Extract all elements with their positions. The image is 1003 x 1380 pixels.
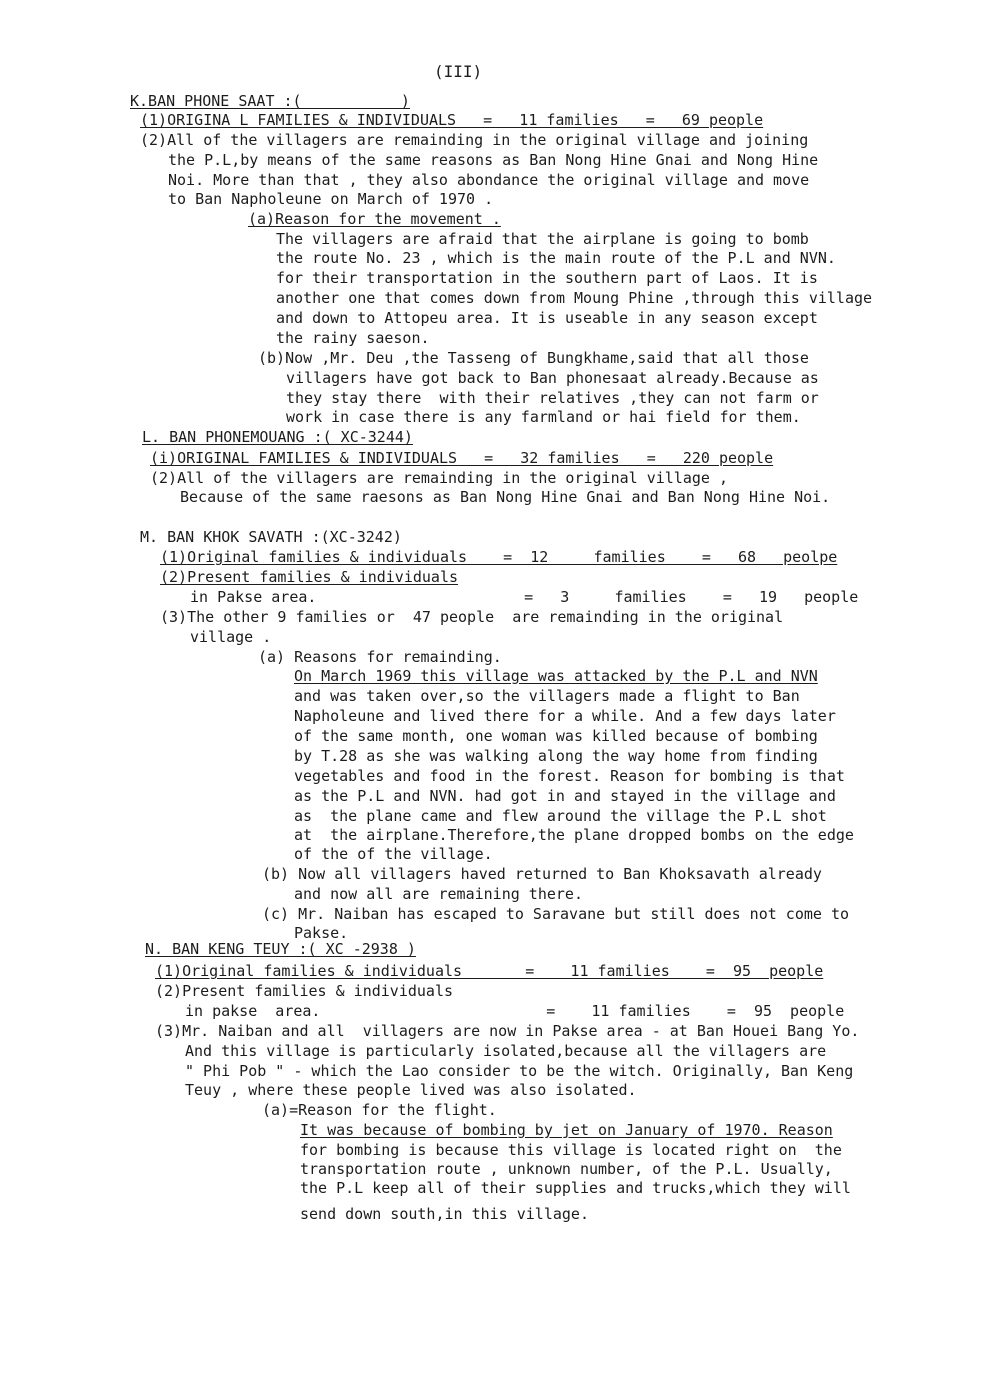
text-line: (i)ORIGINAL FAMILIES & INDIVIDUALS = 32 families = 220 people: [150, 449, 774, 467]
text-line: And this village is particularly isolated,because all the villagers are: [185, 1042, 827, 1060]
text-line: the P.L,by means of the same reasons as Ban Nong Hine Gnai and Nong Hine: [168, 151, 819, 169]
text-line: K.BAN PHONE SAAT :( ): [130, 92, 410, 110]
text-line: and was taken over,so the villagers made a flight to Ban: [294, 687, 800, 705]
text-line: N. BAN KENG TEUY :( XC -2938 ): [145, 940, 416, 958]
text-line: at the airplane.Therefore,the plane dropped bombs on the edge: [294, 826, 854, 844]
text-line: of the same month, one woman was killed because of bombing: [294, 727, 818, 745]
text-line: On March 1969 this village was attacked by the P.L and NVN: [294, 667, 818, 685]
text-line: It was because of bombing by jet on January of 1970. Reason: [300, 1121, 833, 1139]
text-line: Because of the same raesons as Ban Nong Hine Gnai and Ban Nong Hine Noi.: [180, 488, 831, 506]
text-line: (a)=Reason for the flight.: [262, 1101, 497, 1119]
text-line: send down south,in this village.: [300, 1205, 589, 1223]
text-line: of the of the village.: [294, 845, 493, 863]
text-line: the route No. 23 , which is the main route of the P.L and NVN.: [276, 249, 836, 267]
text-line: to Ban Napholeune on March of 1970 .: [168, 190, 494, 208]
text-line: M. BAN KHOK SAVATH :(XC-3242): [140, 528, 402, 546]
text-line: they stay there with their relatives ,they can not farm or: [286, 389, 819, 407]
text-line: the P.L keep all of their supplies and trucks,which they will: [300, 1179, 851, 1197]
text-line: and now all are remaining there.: [294, 885, 583, 903]
text-line: in pakse area. = 11 families = 95 people: [185, 1002, 845, 1020]
text-line: as the P.L and NVN. had got in and stayed in the village and: [294, 787, 836, 805]
text-line: for their transportation in the southern part of Laos. It is: [276, 269, 818, 287]
text-line: The villagers are afraid that the airplane is going to bomb: [276, 230, 809, 248]
text-line: Noi. More than that , they also abondance the original village and move: [168, 171, 810, 189]
text-line: village .: [190, 628, 272, 646]
text-line: Teuy , where these people lived was also isolated.: [185, 1081, 637, 1099]
text-line: vegetables and food in the forest. Reason for bombing is that: [294, 767, 845, 785]
text-line: work in case there is any farmland or hai field for them.: [286, 408, 801, 426]
text-line: transportation route , unknown number, of the P.L. Usually,: [300, 1160, 833, 1178]
text-line: (2)All of the villagers are remainding in the original village and joining: [140, 131, 809, 149]
text-line: as the plane came and flew around the village the P.L shot: [294, 807, 827, 825]
text-line: in Pakse area. = 3 families = 19 people: [190, 588, 859, 606]
text-line: (a) Reasons for remainding.: [258, 648, 502, 666]
text-line: by T.28 as she was walking along the way home from finding: [294, 747, 818, 765]
text-line: and down to Attopeu area. It is useable in any season except: [276, 309, 818, 327]
text-line: (1)ORIGINA L FAMILIES & INDIVIDUALS = 11 families = 69 people: [140, 111, 764, 129]
text-line: (3)Mr. Naiban and all villagers are now in Pakse area - at Ban Houei Bang Yo.: [155, 1022, 860, 1040]
text-line: (2)Present families & individuals: [155, 982, 454, 1000]
page-number: (III): [434, 62, 483, 81]
text-line: villagers have got back to Ban phonesaat already.Because as: [286, 369, 819, 387]
text-line: (b)Now ,Mr. Deu ,the Tasseng of Bungkhame,said that all those: [258, 349, 809, 367]
text-line: another one that comes down from Moung Phine ,through this village: [276, 289, 873, 307]
text-line: (3)The other 9 families or 47 people are remainding in the original: [160, 608, 784, 626]
text-line: (b) Now all villagers haved returned to Ban Khoksavath already: [262, 865, 822, 883]
text-line: (1)Original families & individuals = 11 families = 95 people: [155, 962, 824, 980]
text-line: (2)Present families & individuals: [160, 568, 459, 586]
text-line: Napholeune and lived there for a while. And a few days later: [294, 707, 836, 725]
text-line: Pakse.: [294, 924, 349, 942]
text-line: " Phi Pob " - which the Lao consider to be the witch. Originally, Ban Keng: [185, 1062, 854, 1080]
text-line: (1)Original families & individuals = 12 families = 68 peolpe: [160, 548, 838, 566]
text-line: the rainy saeson.: [276, 329, 430, 347]
text-line: (c) Mr. Naiban has escaped to Saravane but still does not come to: [262, 905, 849, 923]
text-line: for bombing is because this village is located right on the: [300, 1141, 842, 1159]
text-line: (a)Reason for the movement .: [248, 210, 501, 228]
text-line: L. BAN PHONEMOUANG :( XC-3244): [142, 428, 413, 446]
text-line: (2)All of the villagers are remainding in the original village ,: [150, 469, 728, 487]
